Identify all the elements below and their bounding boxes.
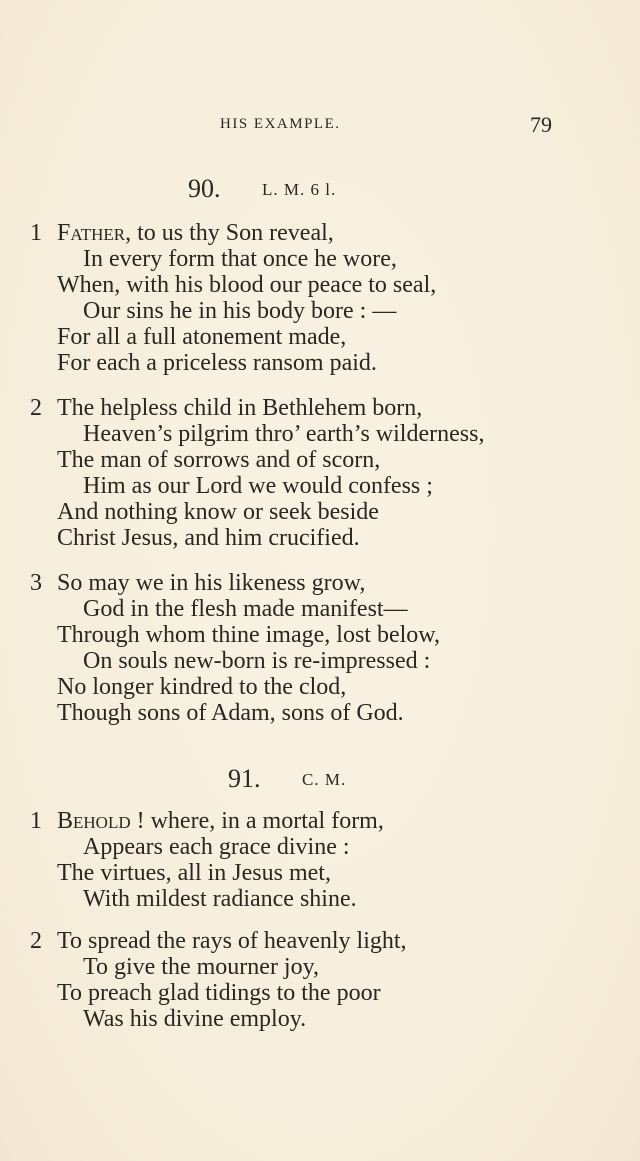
verse-line: And nothing know or seek beside xyxy=(57,499,379,525)
stanza-number: 3 xyxy=(30,570,42,596)
stanza-number: 2 xyxy=(30,395,42,421)
verse-line: To preach glad tidings to the poor xyxy=(57,980,381,1006)
hymn-meter: C. M. xyxy=(302,770,347,789)
verse-line: Christ Jesus, and him crucified. xyxy=(57,525,360,551)
running-title: HIS EXAMPLE. xyxy=(220,116,341,132)
verse-line: No longer kindred to the clod, xyxy=(57,674,347,700)
verse-line: The virtues, all in Jesus met, xyxy=(57,860,331,886)
hymn-heading xyxy=(0,174,640,204)
verse-line: Through whom thine image, lost below, xyxy=(57,622,441,648)
verse-line: Our sins he in his body bore : — xyxy=(83,298,397,324)
first-word: Behold xyxy=(57,808,131,834)
verse-line: On souls new-born is re-impressed : xyxy=(83,648,431,674)
hymn-number: 90. xyxy=(188,174,221,203)
running-head xyxy=(0,112,640,138)
first-word: Father, xyxy=(57,220,132,246)
hymn-heading xyxy=(0,764,640,794)
verse-line: Though sons of Adam, sons of God. xyxy=(57,700,404,726)
verse-line: The man of sorrows and of scorn, xyxy=(57,447,381,473)
verse-line: Was his divine employ. xyxy=(83,1006,307,1032)
stanza-number: 2 xyxy=(30,928,42,954)
stanza-number: 1 xyxy=(30,808,42,834)
verse-line: Heaven’s pilgrim thro’ earth’s wilderness, xyxy=(83,421,485,447)
line-text: to us thy Son reveal, xyxy=(131,220,334,246)
verse-line: So may we in his likeness grow, xyxy=(57,570,366,596)
verse-line: Appears each grace divine : xyxy=(83,834,350,860)
verse-line: With mildest radiance shine. xyxy=(83,886,357,912)
verse-line: God in the flesh made manifest— xyxy=(83,596,408,622)
verse-line: The helpless child in Bethlehem born, xyxy=(57,395,423,421)
stanza-number: 1 xyxy=(30,220,42,246)
verse-line: To spread the rays of heavenly light, xyxy=(57,928,407,954)
verse-line xyxy=(57,220,334,246)
verse-line: When, with his blood our peace to seal, xyxy=(57,272,437,298)
hymn-meter: L. M. 6 l. xyxy=(262,180,337,199)
verse-line: For each a priceless ransom paid. xyxy=(57,350,377,376)
verse-line: Him as our Lord we would confess ; xyxy=(83,473,433,499)
page-number: 79 xyxy=(530,112,552,137)
verse-line: For all a full atonement made, xyxy=(57,324,347,350)
line-text: ! where, in a mortal form, xyxy=(130,808,384,834)
verse-line xyxy=(57,808,384,834)
verse-line: To give the mourner joy, xyxy=(83,954,320,980)
verse-line: In every form that once he wore, xyxy=(83,246,397,272)
hymn-number: 91. xyxy=(228,764,261,793)
